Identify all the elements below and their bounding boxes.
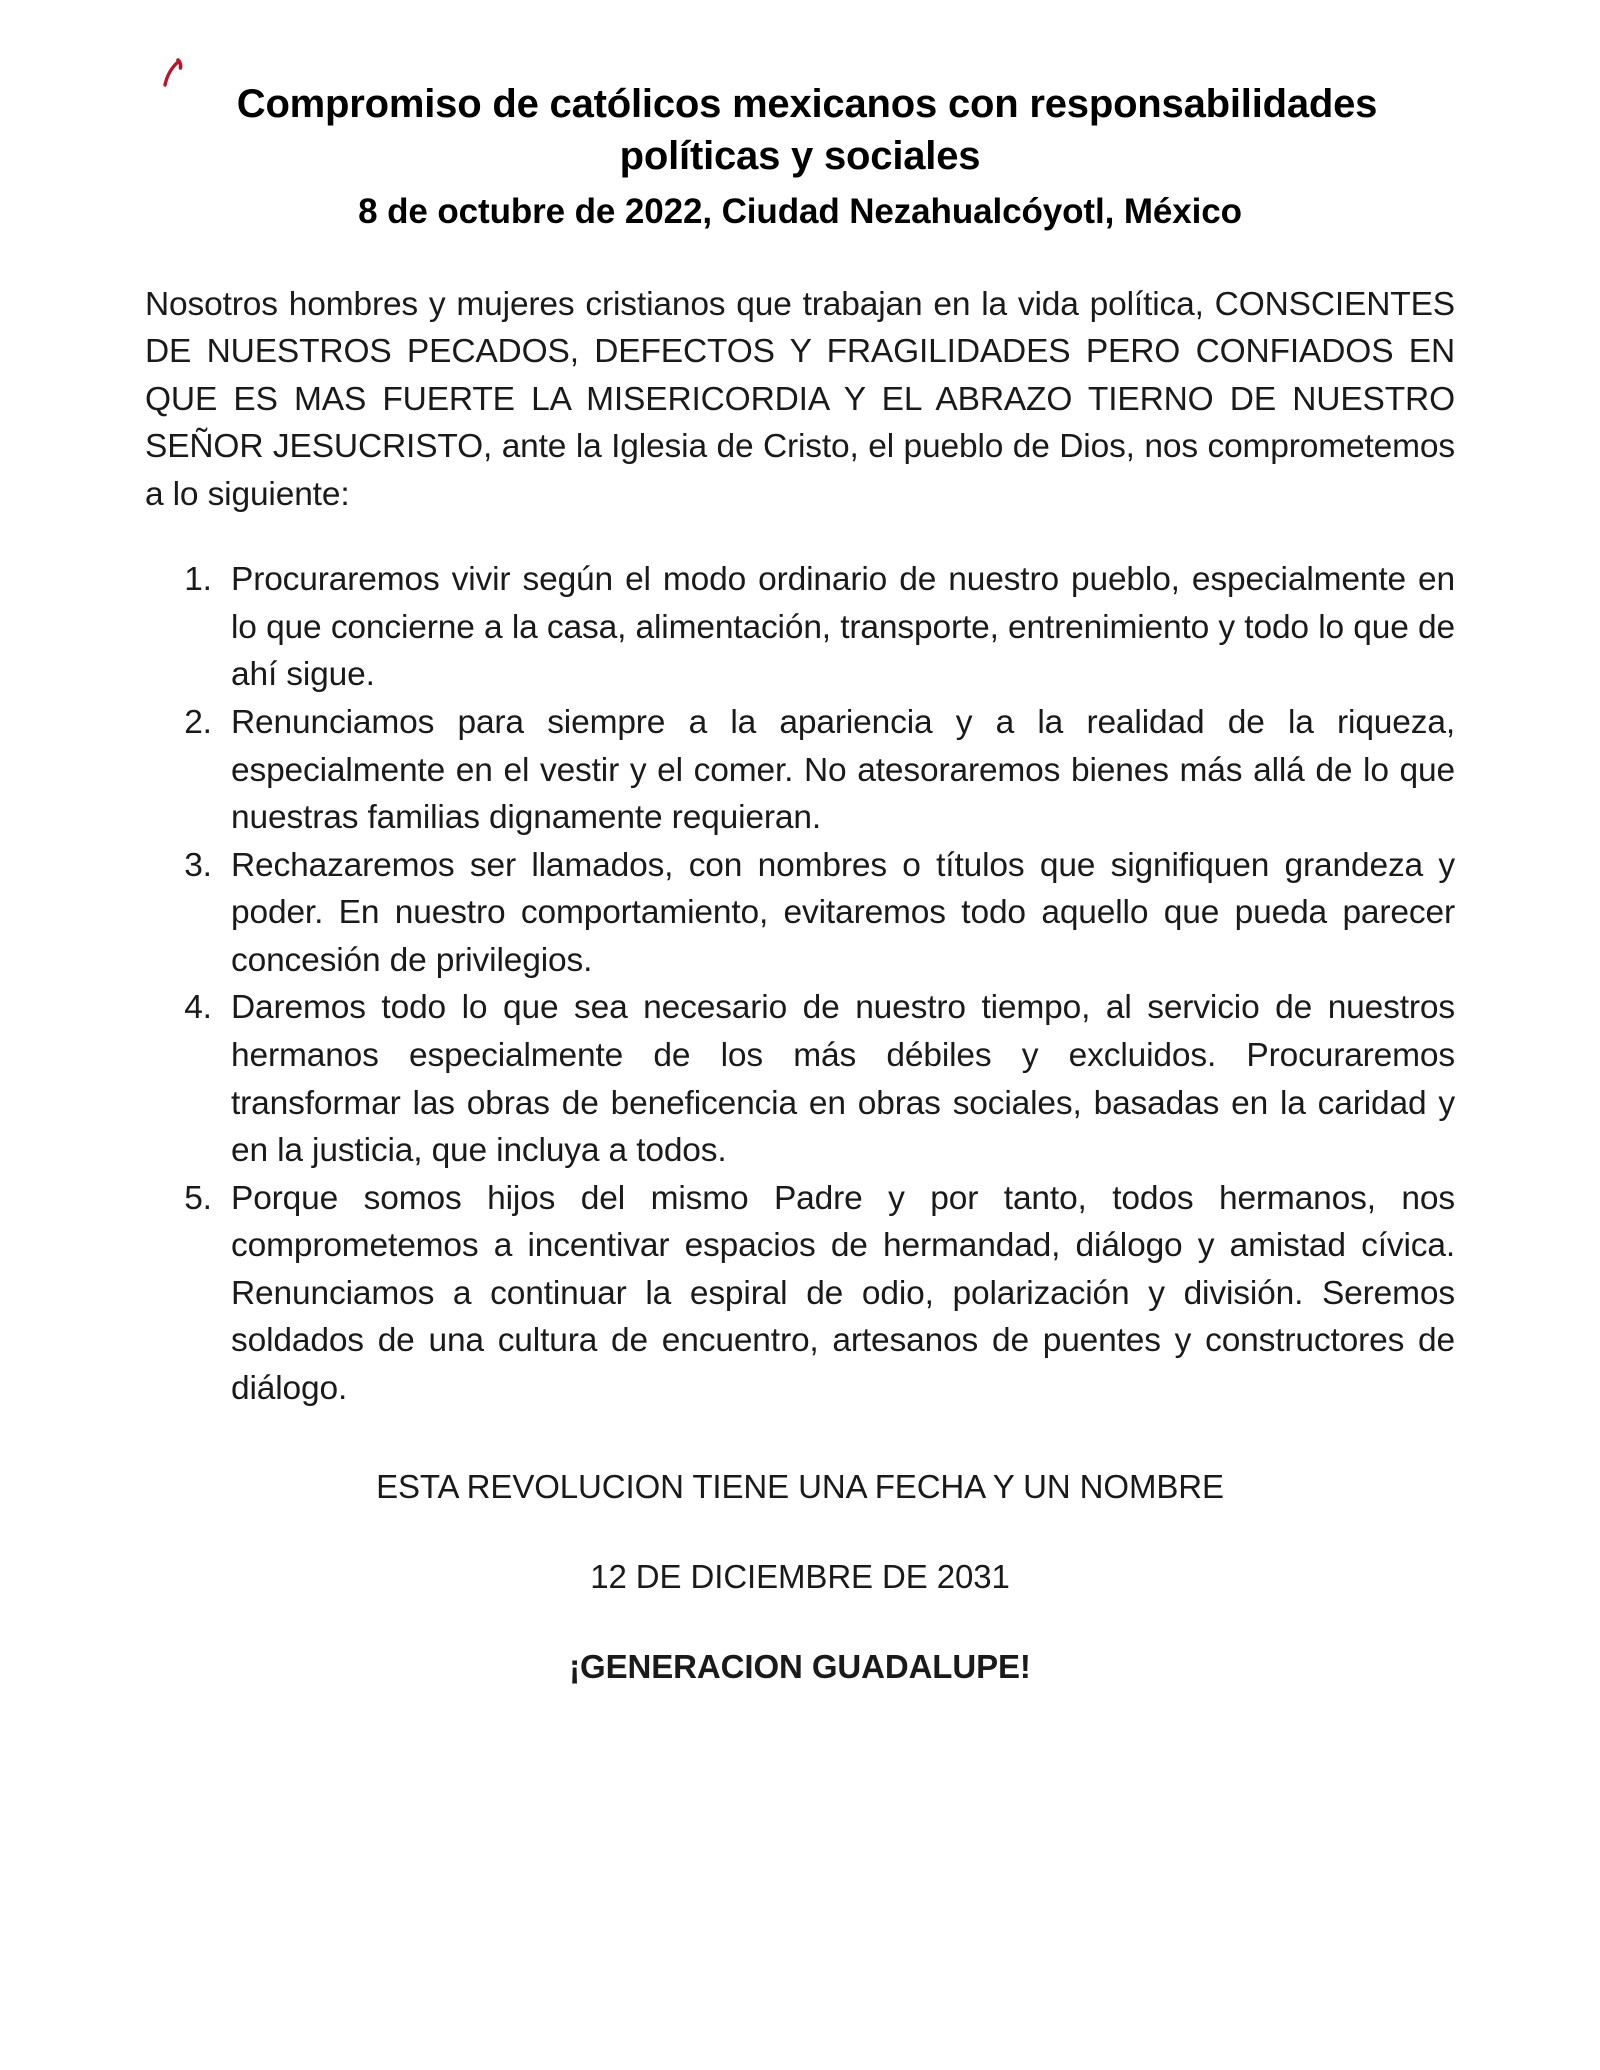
closing-slogan: ¡GENERACION GUADALUPE! [569, 1648, 1031, 1686]
list-item: 1. Procuraremos vivir según el modo ordinario de nuestro pueblo, especialmente en lo que concierne a la casa, alimentación, transporte, entrenimiento y todo lo que de ahí sigue. [221, 556, 1455, 699]
page-subtitle: 8 de octubre de 2022, Ciudad Nezahualcóyotl, México [358, 192, 1242, 231]
page-title-text-1: Compromiso de católicos mexicanos con responsabilidades [236, 82, 1378, 126]
list-item: 2. Renunciamos para siempre a la apariencia y a la realidad de la riqueza, especialmente en el vestir y el comer. No atesoraremos bienes más allá de lo que nuestras familias dignamente requieran. [221, 699, 1455, 842]
page-title-text-2: políticas y sociales [619, 134, 981, 178]
list-item: 5. Porque somos hijos del mismo Padre y por tanto, todos hermanos, nos comprometemos a incentivar espacios de hermandad, diálogo y amistad cívica. Renunciamos a continuar la espiral de odio, polarización y división. Seremos soldados de una cultura de encuentro, artesanos de puentes y constructores de diálogo. [221, 1175, 1455, 1413]
list-item: 4. Daremos todo lo que sea necesario de nuestro tiempo, al servicio de nuestros hermanos especialmente de los más débiles y excluidos. Procuraremos transformar las obras de beneficencia en obras sociales, basadas en la caridad y en la justicia, que incluya a todos. [221, 984, 1455, 1174]
intro-paragraph: Nosotros hombres y mujeres cristianos que trabajan en la vida política, CONSCIENTES DE NUESTROS PECADOS, DEFECTOS Y FRAGILIDADES PERO CONFIADOS EN QUE ES MAS FUERTE LA MISERICORDIA Y EL ABRAZO TIERNO DE NUESTRO SEÑOR JESUCRISTO, ante la Iglesia de Cristo, el pueblo de Dios, nos comprometemos a lo siguiente: [145, 285, 1455, 513]
closing-block [145, 1468, 1455, 1686]
closing-date: 12 DE DICIEMBRE DE 2031 [590, 1558, 1010, 1596]
closing-proclamation: ESTA REVOLUCION TIENE UNA FECHA Y UN NOMBRE [376, 1468, 1224, 1506]
page-title-line-2 [145, 130, 1455, 182]
red-ink-mark-icon [159, 56, 185, 90]
page-title-line-1 [145, 78, 1455, 130]
commitments-list [145, 556, 1455, 1412]
list-item: 3. Rechazaremos ser llamados, con nombres o títulos que signifiquen grandeza y poder. En nuestro comportamiento, evitaremos todo aquello que pueda parecer concesión de privilegios. [221, 842, 1455, 985]
document-body [145, 78, 1455, 1686]
document-title-block [145, 78, 1455, 235]
